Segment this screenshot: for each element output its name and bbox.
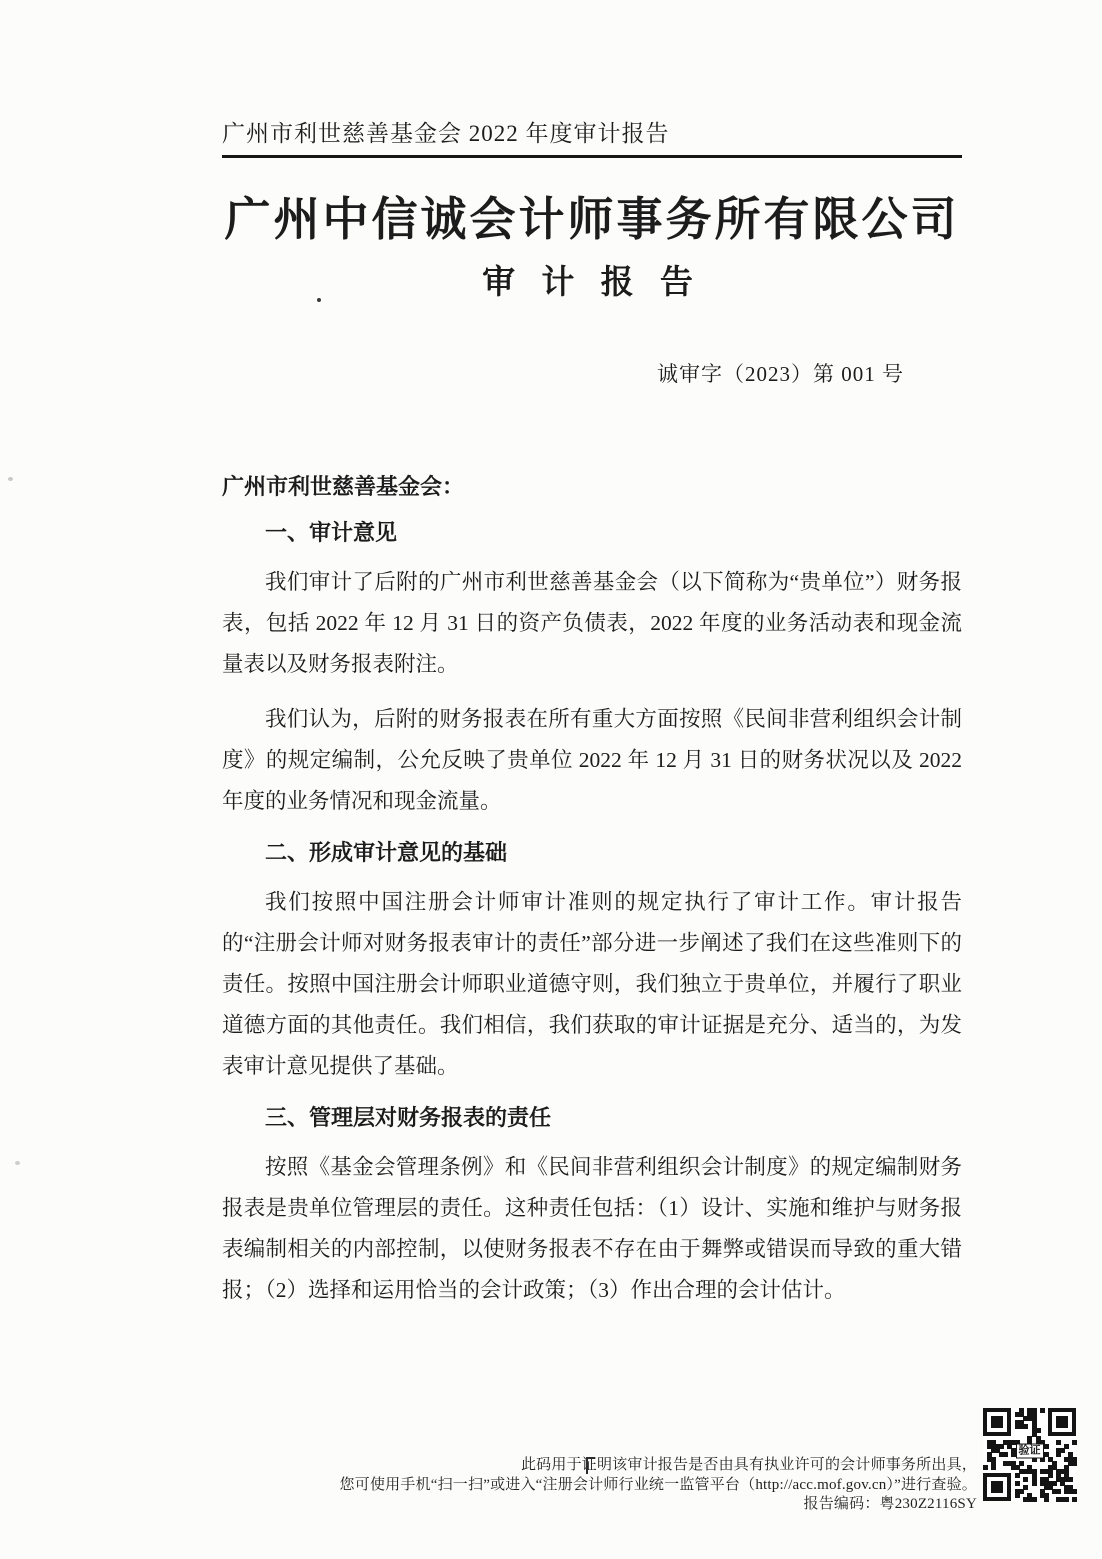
firm-title: 广州中信诚会计师事务所有限公司 xyxy=(224,194,960,245)
report-title: 审 计 报 告 xyxy=(482,265,702,301)
verification-note-line-1: 此码用于证明该审计报告是否由具有执业许可的会计师事务所出具， xyxy=(520,1457,977,1473)
scan-artifact-dot xyxy=(317,298,321,302)
qr-finder-topright-icon xyxy=(1048,1408,1076,1436)
document-number: 诚审字（2023）第 001 号 xyxy=(657,362,904,386)
section-basis-for-opinion xyxy=(222,838,962,1087)
scan-artifact-speck xyxy=(8,477,13,481)
qr-finder-topleft-icon xyxy=(983,1408,1011,1436)
paragraph: 我们审计了后附的广州市利世慈善基金会（以下简称为“贵单位”）财务报表，包括 2022 年 12 月 31 日的资产负债表，2022 年度的业务活动表和现金流量表以及财务报表附注。 xyxy=(222,570,962,676)
section-heading-basis-for-opinion: 二、形成审计意见的基础 xyxy=(265,840,508,865)
verification-note-line-2: 您可使用手机“扫一扫”或进入“注册会计师行业统一监管平台（http://acc.mof.gov.cn）”进行查验。 xyxy=(339,1476,977,1493)
running-header xyxy=(222,120,962,158)
addressee: 广州市利世慈善基金会： xyxy=(222,474,465,499)
section-heading-audit-opinion: 一、审计意见 xyxy=(265,520,398,545)
qr-code xyxy=(983,1408,1076,1501)
scan-artifact-bracket xyxy=(586,1457,595,1474)
report-code: 报告编码：粤230Z2116SY xyxy=(803,1496,977,1512)
section-audit-opinion xyxy=(222,518,962,822)
paragraph: 我们认为，后附的财务报表在所有重大方面按照《民间非营利组织会计制度》的规定编制，公允反映了贵单位 2022 年 12 月 31 日的财务状况以及 2022 年度的业务情况和现金流量。 xyxy=(222,707,962,813)
qr-finder-bottomleft-icon xyxy=(983,1473,1011,1501)
running-header-text: 广州市利世慈善基金会 2022 年度审计报告 xyxy=(222,121,670,146)
paragraph: 按照《基金会管理条例》和《民间非营利组织会计制度》的规定编制财务报表是贵单位管理层的责任。这种责任包括：（1）设计、实施和维护与财务报表编制相关的内部控制，以使财务报表不存在由于舞弊或错误而导致的重大错报；（2）选择和运用恰当的会计政策；（3）作出合理的会计估计。 xyxy=(222,1155,962,1302)
section-heading-management-responsibility: 三、管理层对财务报表的责任 xyxy=(265,1105,552,1130)
verification-note xyxy=(317,1456,977,1515)
scan-artifact-speck xyxy=(15,1161,20,1165)
qr-center-label: 验证 xyxy=(1016,1443,1044,1458)
paragraph: 我们按照中国注册会计师审计准则的规定执行了审计工作。审计报告的“注册会计师对财务报表审计的责任”部分进一步阐述了我们在这些准则下的责任。按照中国注册会计师职业道德守则，我们独立于贵单位，并履行了职业道德方面的其他责任。我们相信，我们获取的审计证据是充分、适当的，为发表审计意见提供了基础。 xyxy=(222,890,962,1078)
section-management-responsibility xyxy=(222,1103,962,1311)
